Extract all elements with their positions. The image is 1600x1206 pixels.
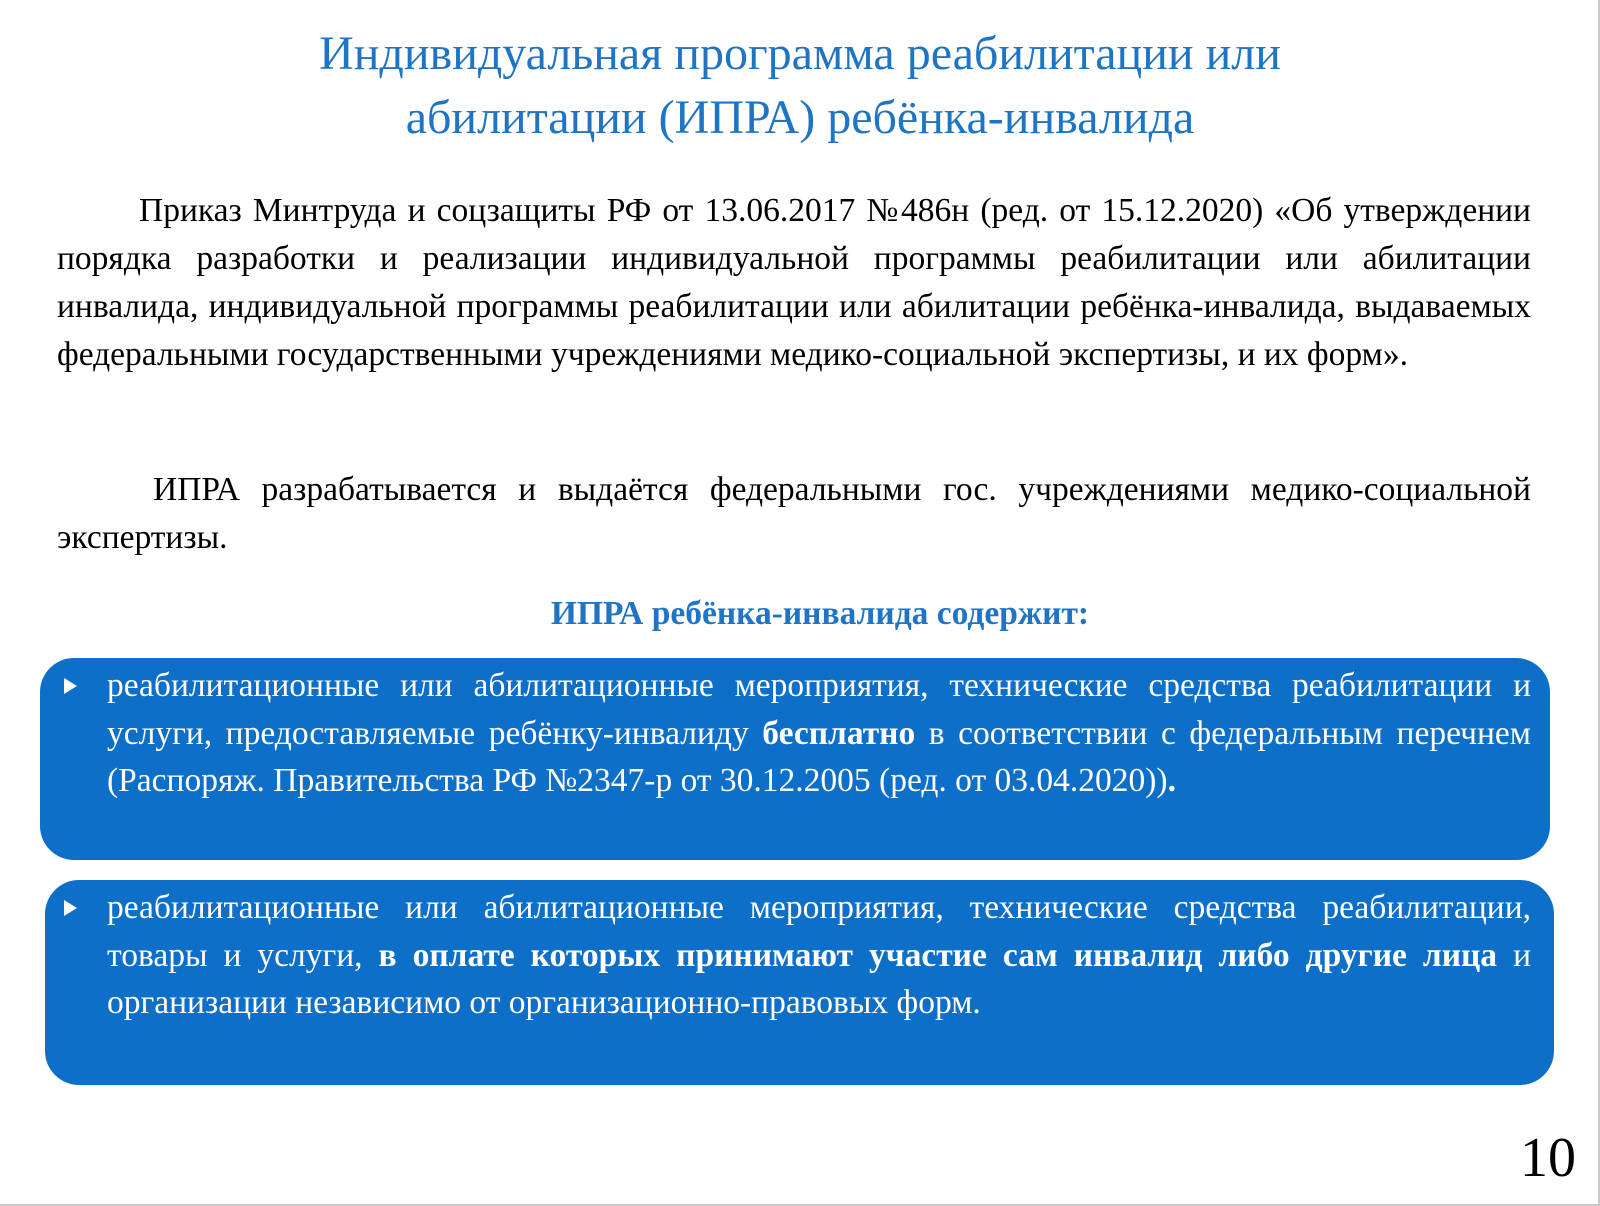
slide-title-line-1: Индивидуальная программа реабилитации или [319, 27, 1281, 80]
list-item-text: реабилитационные или абилитационные мероприятия, технические средства реабилитации и услуги, предоставляемые ребёнку-инвалиду [107, 667, 1531, 752]
slide-title [0, 22, 1600, 150]
section-heading: ИПРА ребёнка-инвалида содержит: [550, 595, 1090, 632]
content-box-free-services [40, 658, 1550, 860]
triangle-right-icon [64, 678, 77, 694]
list-item-free-services [107, 662, 1531, 805]
list-item-text: и организации независимо от организационно-правовых форм. [107, 936, 1531, 1021]
list-item-text: реабилитационные или абилитационные мероприятия, технические средства реабилитации, товары и услуги, [107, 889, 1531, 974]
order-reference-paragraph: Приказ Минтруда и соцзащиты РФ от 13.06.2017 №486н (ред. от 15.12.2020) «Об утверждении порядка разработки и реализации индивидуальной программы реабилитации или абилитации инвалида, индивидуальной программы реабилитации или абилитации ребёнка-инвалида, выдаваемых федеральными государственными учреждениями медико-социальной экспертизы, и их форм». [57, 192, 1531, 373]
page-number: 10 [1520, 1127, 1576, 1189]
list-item-paid-services [107, 884, 1531, 1027]
list-item-text: в соответствии с федеральным перечнем (Распоряж. Правительства РФ №2347-р от 30.12.2005 (ред. от 03.04.2020)) [107, 714, 1531, 799]
list-item-emphasis: в оплате которых принимают участие сам инвалид либо другие лица [378, 936, 1498, 974]
list-item-emphasis: . [1167, 762, 1176, 799]
content-box-paid-services [45, 880, 1554, 1085]
slide-title-line-2: абилитации (ИПРА) ребёнка-инвалида [405, 91, 1195, 144]
triangle-right-icon [64, 900, 77, 916]
ipra-issuer-paragraph: ИПРА разрабатывается и выдаётся федеральными гос. учреждениями медико-социальной экспертизы. [57, 471, 1531, 556]
list-item-emphasis: бесплатно [762, 714, 916, 752]
